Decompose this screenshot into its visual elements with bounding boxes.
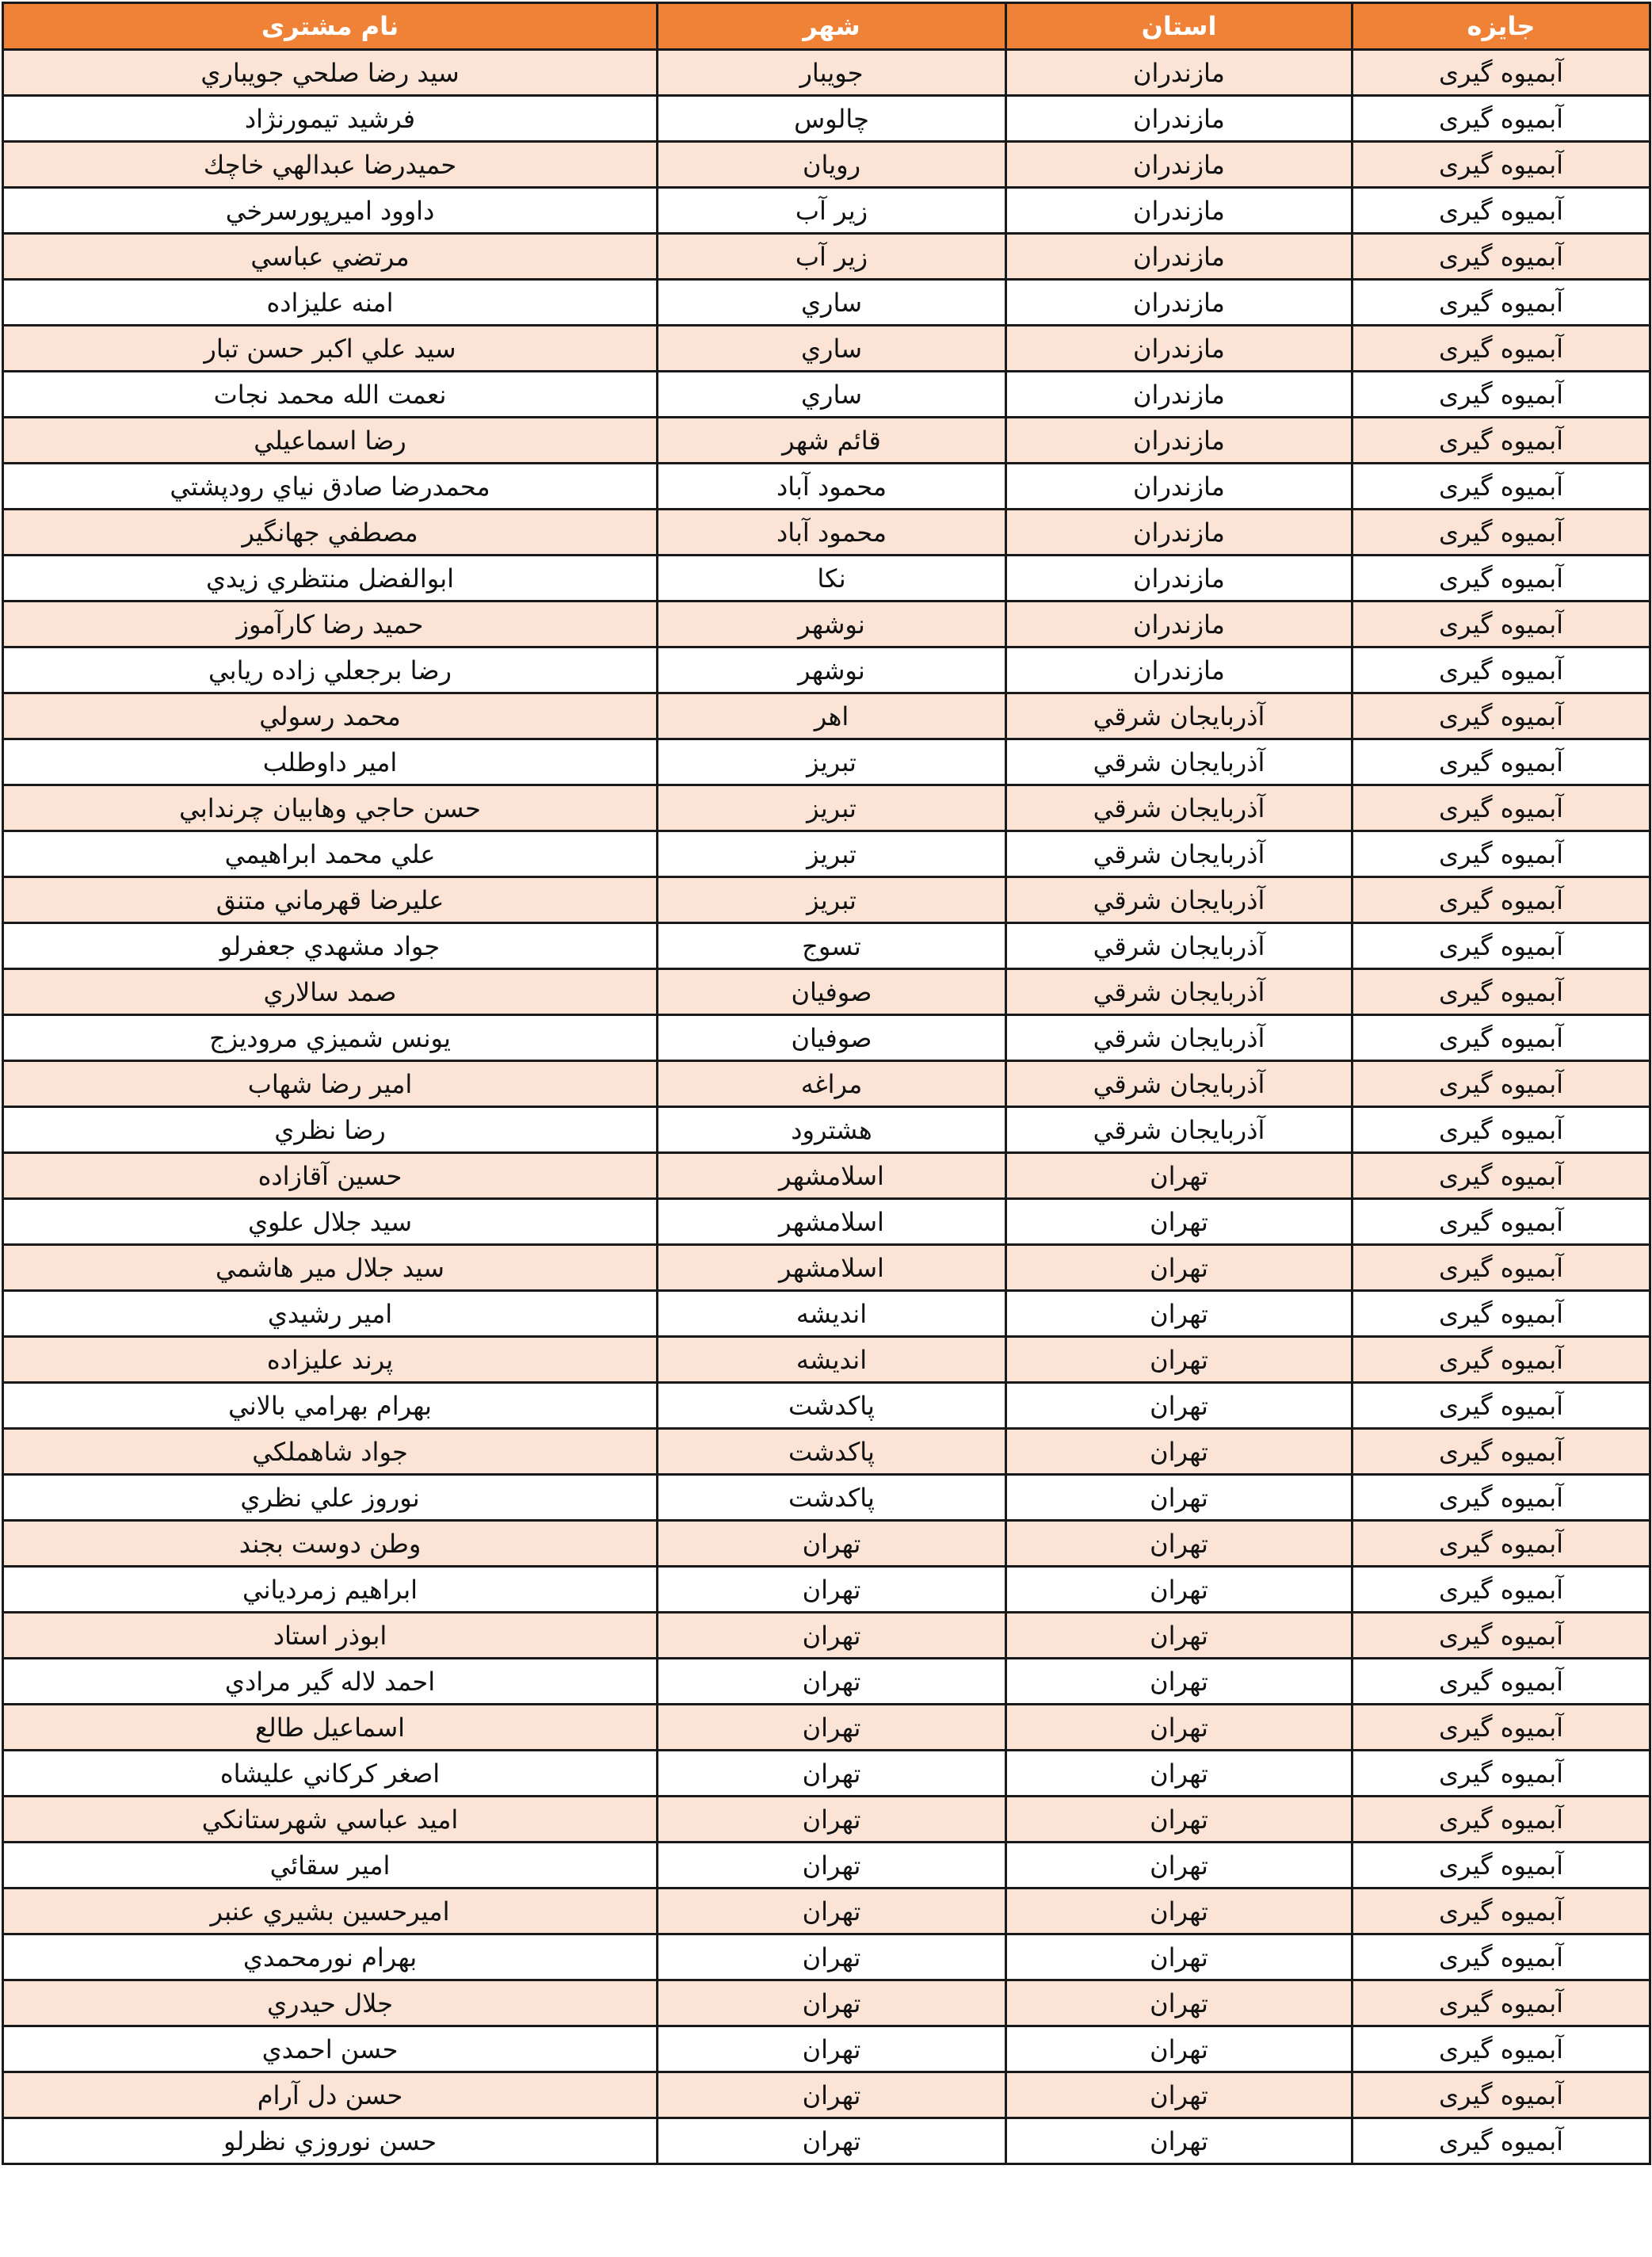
cell-city: تهران	[658, 2026, 1006, 2072]
cell-province: مازندران	[1006, 601, 1353, 647]
cell-city: چالوس	[658, 96, 1006, 142]
cell-prize: آبمیوه گیری	[1353, 1291, 1650, 1337]
cell-province: مازندران	[1006, 234, 1353, 280]
cell-prize: آبمیوه گیری	[1353, 693, 1650, 739]
table-row	[3, 1843, 1650, 1888]
table-row	[3, 1705, 1650, 1751]
cell-province: مازندران	[1006, 647, 1353, 693]
cell-province: مازندران	[1006, 50, 1353, 96]
table-row	[3, 1613, 1650, 1659]
cell-province: آذربايجان شرقي	[1006, 785, 1353, 831]
cell-name: بهرام نورمحمدي	[3, 1934, 658, 1980]
table-row	[3, 188, 1650, 234]
cell-city: تهران	[658, 1521, 1006, 1567]
cell-province: تهران	[1006, 1980, 1353, 2026]
table-row	[3, 647, 1650, 693]
cell-name: رضا برجعلي زاده ريابي	[3, 647, 658, 693]
cell-city: جويبار	[658, 50, 1006, 96]
cell-prize: آبمیوه گیری	[1353, 2026, 1650, 2072]
cell-name: وطن دوست بجند	[3, 1521, 658, 1567]
cell-province: مازندران	[1006, 280, 1353, 326]
table-row	[3, 418, 1650, 464]
cell-city: اسلامشهر	[658, 1153, 1006, 1199]
cell-province: مازندران	[1006, 418, 1353, 464]
table-row	[3, 831, 1650, 877]
cell-province: تهران	[1006, 2118, 1353, 2164]
table-row	[3, 601, 1650, 647]
cell-prize: آبمیوه گیری	[1353, 969, 1650, 1015]
cell-city: تهران	[658, 1705, 1006, 1751]
cell-name: داوود اميرپورسرخي	[3, 188, 658, 234]
cell-province: تهران	[1006, 1888, 1353, 1934]
cell-prize: آبمیوه گیری	[1353, 1521, 1650, 1567]
cell-province: آذربايجان شرقي	[1006, 693, 1353, 739]
cell-city: تهران	[658, 2072, 1006, 2118]
cell-prize: آبمیوه گیری	[1353, 1107, 1650, 1153]
table-row	[3, 1383, 1650, 1429]
table-row	[3, 1888, 1650, 1934]
cell-province: مازندران	[1006, 510, 1353, 556]
cell-province: تهران	[1006, 1567, 1353, 1613]
cell-province: تهران	[1006, 1429, 1353, 1475]
cell-name: عليرضا قهرماني متنق	[3, 877, 658, 923]
cell-prize: آبمیوه گیری	[1353, 1567, 1650, 1613]
cell-prize: آبمیوه گیری	[1353, 1337, 1650, 1383]
cell-city: تهران	[658, 1613, 1006, 1659]
cell-province: تهران	[1006, 1934, 1353, 1980]
header-city: شهر	[658, 3, 1006, 50]
table-row	[3, 2026, 1650, 2072]
cell-prize: آبمیوه گیری	[1353, 1475, 1650, 1521]
cell-prize: آبمیوه گیری	[1353, 785, 1650, 831]
cell-name: صمد سالاري	[3, 969, 658, 1015]
cell-name: امير داوطلب	[3, 739, 658, 785]
cell-prize: آبمیوه گیری	[1353, 1659, 1650, 1705]
cell-name: حسن نوروزي نظرلو	[3, 2118, 658, 2164]
cell-name: حسين آقازاده	[3, 1153, 658, 1199]
table-row	[3, 1475, 1650, 1521]
cell-city: تهران	[658, 1934, 1006, 1980]
cell-prize: آبمیوه گیری	[1353, 1153, 1650, 1199]
cell-prize: آبمیوه گیری	[1353, 1015, 1650, 1061]
cell-city: تهران	[658, 1567, 1006, 1613]
cell-prize: آبمیوه گیری	[1353, 1888, 1650, 1934]
cell-city: تبريز	[658, 739, 1006, 785]
cell-province: تهران	[1006, 1245, 1353, 1291]
cell-name: امير رشيدي	[3, 1291, 658, 1337]
cell-name: اميد عباسي شهرستانكي	[3, 1797, 658, 1843]
cell-province: تهران	[1006, 1383, 1353, 1429]
cell-prize: آبمیوه گیری	[1353, 1429, 1650, 1475]
cell-city: تهران	[658, 1980, 1006, 2026]
cell-city: ساري	[658, 372, 1006, 418]
winners-table	[2, 2, 1651, 2165]
cell-name: امير سقائي	[3, 1843, 658, 1888]
cell-city: تبريز	[658, 831, 1006, 877]
cell-province: مازندران	[1006, 326, 1353, 372]
cell-name: اسماعيل طالع	[3, 1705, 658, 1751]
cell-prize: آبمیوه گیری	[1353, 556, 1650, 601]
cell-city: پاكدشت	[658, 1383, 1006, 1429]
table-row	[3, 969, 1650, 1015]
cell-province: آذربايجان شرقي	[1006, 877, 1353, 923]
table-header	[3, 3, 1650, 50]
cell-city: قائم شهر	[658, 418, 1006, 464]
cell-city: اهر	[658, 693, 1006, 739]
cell-prize: آبمیوه گیری	[1353, 1751, 1650, 1797]
cell-province: تهران	[1006, 1475, 1353, 1521]
cell-prize: آبمیوه گیری	[1353, 877, 1650, 923]
cell-province: مازندران	[1006, 464, 1353, 510]
cell-name: جلال حيدري	[3, 1980, 658, 2026]
cell-prize: آبمیوه گیری	[1353, 1934, 1650, 1980]
cell-name: سيد جلال علوي	[3, 1199, 658, 1245]
cell-city: تهران	[658, 1843, 1006, 1888]
table-row	[3, 1291, 1650, 1337]
cell-name: رضا اسماعيلي	[3, 418, 658, 464]
table-row	[3, 1153, 1650, 1199]
cell-city: اسلامشهر	[658, 1199, 1006, 1245]
cell-name: حميد رضا كارآموز	[3, 601, 658, 647]
winners-sheet	[2, 2, 1649, 2255]
table-row	[3, 50, 1650, 96]
cell-province: آذربايجان شرقي	[1006, 739, 1353, 785]
cell-province: مازندران	[1006, 188, 1353, 234]
cell-name: مصطفي جهانگير	[3, 510, 658, 556]
table-row	[3, 1245, 1650, 1291]
table-row	[3, 234, 1650, 280]
cell-name: رضا نظري	[3, 1107, 658, 1153]
cell-province: تهران	[1006, 1705, 1353, 1751]
cell-city: پاكدشت	[658, 1429, 1006, 1475]
cell-prize: آبمیوه گیری	[1353, 1797, 1650, 1843]
cell-name: حسن حاجي وهابيان چرندابي	[3, 785, 658, 831]
cell-name: اصغر كركاني عليشاه	[3, 1751, 658, 1797]
cell-prize: آبمیوه گیری	[1353, 1199, 1650, 1245]
cell-province: تهران	[1006, 1797, 1353, 1843]
cell-name: جواد مشهدي جعفرلو	[3, 923, 658, 969]
header-name: نام مشتری	[3, 3, 658, 50]
cell-city: نوشهر	[658, 647, 1006, 693]
cell-city: نكا	[658, 556, 1006, 601]
table-row	[3, 1337, 1650, 1383]
cell-city: صوفيان	[658, 969, 1006, 1015]
cell-prize: آبمیوه گیری	[1353, 1061, 1650, 1107]
table-row	[3, 280, 1650, 326]
cell-city: نوشهر	[658, 601, 1006, 647]
cell-name: يونس شميزي مرودیزج	[3, 1015, 658, 1061]
cell-city: مراغه	[658, 1061, 1006, 1107]
cell-province: مازندران	[1006, 96, 1353, 142]
cell-prize: آبمیوه گیری	[1353, 647, 1650, 693]
cell-name: سيد علي اكبر حسن تبار	[3, 326, 658, 372]
cell-name: امير رضا شهاب	[3, 1061, 658, 1107]
cell-prize: آبمیوه گیری	[1353, 1705, 1650, 1751]
cell-city: تهران	[658, 2118, 1006, 2164]
cell-name: محمد رسولي	[3, 693, 658, 739]
cell-name: حميدرضا عبدالهي خاچك	[3, 142, 658, 188]
cell-name: علي محمد ابراهيمي	[3, 831, 658, 877]
table-row	[3, 877, 1650, 923]
cell-province: مازندران	[1006, 372, 1353, 418]
cell-prize: آبمیوه گیری	[1353, 1383, 1650, 1429]
cell-prize: آبمیوه گیری	[1353, 1980, 1650, 2026]
cell-city: تبريز	[658, 785, 1006, 831]
cell-name: حسن دل آرام	[3, 2072, 658, 2118]
cell-province: تهران	[1006, 1613, 1353, 1659]
table-row	[3, 142, 1650, 188]
cell-prize: آبمیوه گیری	[1353, 510, 1650, 556]
cell-prize: آبمیوه گیری	[1353, 831, 1650, 877]
cell-name: حسن احمدي	[3, 2026, 658, 2072]
cell-prize: آبمیوه گیری	[1353, 601, 1650, 647]
cell-city: تهران	[658, 1659, 1006, 1705]
table-row	[3, 326, 1650, 372]
cell-name: امنه عليزاده	[3, 280, 658, 326]
cell-province: تهران	[1006, 2026, 1353, 2072]
table-body	[3, 50, 1650, 2164]
cell-province: آذربايجان شرقي	[1006, 1107, 1353, 1153]
cell-name: فرشيد تيمورنژاد	[3, 96, 658, 142]
cell-name: ابوالفضل منتظري زيدي	[3, 556, 658, 601]
cell-city: تهران	[658, 1888, 1006, 1934]
cell-city: اسلامشهر	[658, 1245, 1006, 1291]
cell-prize: آبمیوه گیری	[1353, 1245, 1650, 1291]
cell-name: جواد شاهملكي	[3, 1429, 658, 1475]
table-row	[3, 2072, 1650, 2118]
cell-province: تهران	[1006, 1659, 1353, 1705]
cell-city: تسوج	[658, 923, 1006, 969]
table-row	[3, 1107, 1650, 1153]
table-row	[3, 1429, 1650, 1475]
cell-name: نعمت الله محمد نجات	[3, 372, 658, 418]
table-row	[3, 1980, 1650, 2026]
cell-province: تهران	[1006, 1521, 1353, 1567]
cell-name: سيد جلال مير هاشمي	[3, 1245, 658, 1291]
cell-name: اميرحسين بشيري عنبر	[3, 1888, 658, 1934]
cell-city: صوفيان	[658, 1015, 1006, 1061]
cell-name: ابوذر استاد	[3, 1613, 658, 1659]
cell-prize: آبمیوه گیری	[1353, 142, 1650, 188]
cell-city: ساري	[658, 280, 1006, 326]
cell-name: مرتضي عباسي	[3, 234, 658, 280]
cell-province: آذربايجان شرقي	[1006, 969, 1353, 1015]
header-row	[3, 3, 1650, 50]
cell-city: پاكدشت	[658, 1475, 1006, 1521]
cell-prize: آبمیوه گیری	[1353, 326, 1650, 372]
cell-prize: آبمیوه گیری	[1353, 739, 1650, 785]
cell-prize: آبمیوه گیری	[1353, 418, 1650, 464]
cell-province: آذربايجان شرقي	[1006, 1061, 1353, 1107]
cell-city: تبريز	[658, 877, 1006, 923]
cell-prize: آبمیوه گیری	[1353, 1613, 1650, 1659]
cell-province: تهران	[1006, 1153, 1353, 1199]
table-row	[3, 96, 1650, 142]
cell-city: تهران	[658, 1797, 1006, 1843]
table-row	[3, 1015, 1650, 1061]
cell-province: تهران	[1006, 1337, 1353, 1383]
cell-prize: آبمیوه گیری	[1353, 2118, 1650, 2164]
table-row	[3, 2118, 1650, 2164]
cell-province: مازندران	[1006, 142, 1353, 188]
table-row	[3, 1751, 1650, 1797]
cell-name: ابراهيم زمردياني	[3, 1567, 658, 1613]
cell-name: احمد لاله گير مرادي	[3, 1659, 658, 1705]
table-row	[3, 510, 1650, 556]
header-prize: جایزه	[1353, 3, 1650, 50]
table-row	[3, 1061, 1650, 1107]
table-row	[3, 1567, 1650, 1613]
cell-prize: آبمیوه گیری	[1353, 96, 1650, 142]
cell-province: تهران	[1006, 2072, 1353, 2118]
cell-city: هشترود	[658, 1107, 1006, 1153]
cell-city: محمود آباد	[658, 510, 1006, 556]
cell-province: تهران	[1006, 1843, 1353, 1888]
table-row	[3, 923, 1650, 969]
cell-city: ساري	[658, 326, 1006, 372]
cell-prize: آبمیوه گیری	[1353, 2072, 1650, 2118]
cell-province: تهران	[1006, 1199, 1353, 1245]
cell-name: نوروز علي نظري	[3, 1475, 658, 1521]
cell-city: تهران	[658, 1751, 1006, 1797]
table-row	[3, 1659, 1650, 1705]
cell-province: آذربايجان شرقي	[1006, 1015, 1353, 1061]
table-row	[3, 739, 1650, 785]
cell-province: آذربايجان شرقي	[1006, 923, 1353, 969]
cell-name: پرند عليزاده	[3, 1337, 658, 1383]
table-row	[3, 464, 1650, 510]
cell-prize: آبمیوه گیری	[1353, 188, 1650, 234]
cell-province: تهران	[1006, 1291, 1353, 1337]
cell-name: بهرام بهرامي بالاني	[3, 1383, 658, 1429]
cell-province: مازندران	[1006, 556, 1353, 601]
cell-name: محمدرضا صادق نياي رودپشتي	[3, 464, 658, 510]
cell-prize: آبمیوه گیری	[1353, 1843, 1650, 1888]
header-province: استان	[1006, 3, 1353, 50]
table-row	[3, 1199, 1650, 1245]
table-row	[3, 1521, 1650, 1567]
table-row	[3, 1934, 1650, 1980]
cell-province: تهران	[1006, 1751, 1353, 1797]
cell-city: زير آب	[658, 188, 1006, 234]
cell-prize: آبمیوه گیری	[1353, 372, 1650, 418]
table-row	[3, 372, 1650, 418]
table-row	[3, 693, 1650, 739]
cell-prize: آبمیوه گیری	[1353, 50, 1650, 96]
cell-prize: آبمیوه گیری	[1353, 234, 1650, 280]
cell-prize: آبمیوه گیری	[1353, 923, 1650, 969]
cell-city: محمود آباد	[658, 464, 1006, 510]
cell-name: سيد رضا صلحي جويباري	[3, 50, 658, 96]
cell-city: انديشه	[658, 1291, 1006, 1337]
cell-city: انديشه	[658, 1337, 1006, 1383]
cell-city: رويان	[658, 142, 1006, 188]
table-row	[3, 1797, 1650, 1843]
cell-province: آذربايجان شرقي	[1006, 831, 1353, 877]
table-row	[3, 785, 1650, 831]
cell-prize: آبمیوه گیری	[1353, 464, 1650, 510]
cell-city: زير آب	[658, 234, 1006, 280]
table-row	[3, 556, 1650, 601]
cell-prize: آبمیوه گیری	[1353, 280, 1650, 326]
